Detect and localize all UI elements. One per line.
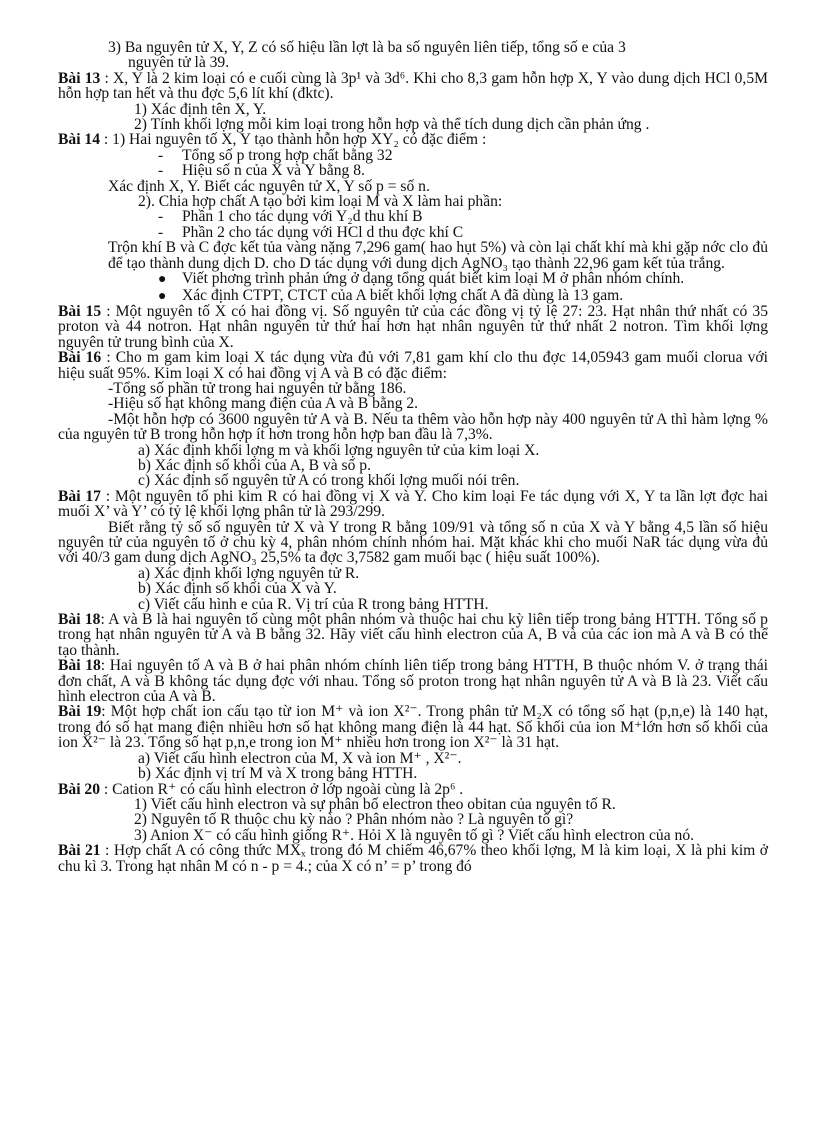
b16-item-b: b) Xác định số khối của A, B và số p. [138, 456, 372, 474]
b19-statement: Bài 19: Một hợp chất ion cấu tạo từ ion M⁺ và ion X²⁻. Trong phân tử M₂X có tổng số hạt (p,n,e) là 140 hạt, trong đó số hạt mang điện nhiều hơn số hạt không mang điện là 44 hạt. Số khối của ion M⁺lớn hơn số khối của ion X²⁻ là 23. Tổng số hạt p,n,e trong ion M⁺ nhiều hơn trong ion X²⁻ là 31 hạt. [58, 703, 769, 752]
b17-item-a: a) Xác định khối lợng nguyên tử R. [138, 564, 360, 582]
bullet-icon: ● [158, 272, 167, 288]
bullet-icon: ● [158, 288, 167, 304]
b14-title: Bài 14 [58, 131, 101, 149]
b18a-title: Bài 18 [58, 611, 101, 629]
b13-title: Bài 13 [58, 69, 101, 87]
b20-title: Bài 20 [58, 780, 101, 798]
b14-bullet-1: ● Viết phơng trình phản ứng ở dạng tổng quát biết kim loại M ở phân nhóm chính. [158, 270, 685, 288]
b12-item-3: 3) Ba nguyên tử X, Y, Z có số hiệu lần lợt là ba số nguyên liên tiếp, tổng số e của 3 nguyên tử là 39. [108, 39, 626, 72]
b17-paragraph: Biết rằng tỷ số số nguyên tử X và Y trong R bằng 109/91 và tổng số n của X và Y bằng 4,5 lần số hiệu nguyên tử của nguyên tố ở chu kỳ 4, phân nhóm chính nhóm hai. Mặt khác khi cho muối NaR tác dụng vừa đủ với 40/3 gam dung dịch AgNO₃ 25,5% ta đợc 3,7582 gam muối bạc ( hiệu suất 100%). [58, 518, 768, 567]
b19-title: Bài 19 [58, 703, 102, 721]
b18b-title: Bài 18 [58, 657, 101, 675]
b16-statement: Bài 16 : Cho m gam kim loại X tác dụng vừa đủ với 7,81 gam khí clo thu đợc 14,05943 gam muối clorua với hiệu suất 95%. Kim loại X có hai đồng vị A và B có đặc điểm: [58, 349, 768, 382]
b20-item-1: 1) Viết cấu hình electron và sự phân bố electron theo obitan của nguyên tố R. [134, 795, 616, 813]
b18a-statement: Bài 18: A và B là hai nguyên tố cùng một phân nhóm và thuộc hai chu kỳ liên tiếp trong bảng HTTH. Tổng số p trong hạt nhân nguyên tử A và B bằng 32. Hãy viết cấu hình electron của A, B và của các ion mà A và B có thể tạo thành. [58, 611, 768, 659]
b17-title: Bài 17 [58, 487, 101, 505]
b20-statement: Bài 20 : Cation R⁺ có cấu hình electron ở lớp ngoài cùng là 2p⁶ . [58, 780, 464, 798]
b14-dash-3: - Phần 1 cho tác dụng với Y₂d thu khí B [158, 208, 423, 226]
b14-paragraph: Trộn khí B và C đợc kết tủa vàng nặng 7,296 gam( hao hụt 5%) và còn lại chất khí mà khi gặp nớc clo đủ để tạo thành dung dịch D. cho D tác dụng với dung dịch AgNO₃ tạo thành 22,96 gam kết tủa trắng. [108, 239, 768, 272]
b16-item-c: c) Xác định số nguyên tử A có trong khối lợng muối nói trên. [138, 472, 520, 490]
b19-item-a: a) Viết cấu hình electron của M, X và ion M⁺ , X²⁻. [138, 749, 462, 767]
b14-determine: Xác định X, Y. Biết các nguyên tử X, Y số p = số n. [108, 177, 430, 195]
b21-title: Bài 21 [58, 842, 101, 860]
b13-item-1: 1) Xác định tên X, Y. [134, 100, 267, 118]
b16-item-a: a) Xác định khối lợng m và khối lợng nguyên tử của kim loại X. [138, 441, 540, 459]
b13-item-2: 2) Tính khối lợng mỗi kim loại trong hỗn hợp và thể tích dung dịch cần phản ứng . [134, 116, 650, 134]
b17-statement: Bài 17 : Một nguyên tố phi kim R có hai đồng vị X và Y. Cho kim loại Fe tác dụng với X, Y ta lần lợt đợc hai muối X’ và Y’ có tỷ lệ khối lợng phân tử là 293/299. [58, 487, 768, 521]
b19-item-b: b) Xác định vị trí M và X trong bảng HTTH. [138, 765, 418, 783]
b14-dash-2: - Hiệu số n của X và Y bằng 8. [158, 162, 365, 180]
b14-bullet-2: ● Xác định CTPT, CTCT của A biết khối lợng chất A đã dùng là 13 gam. [158, 286, 624, 304]
b16-line-3: -Một hỗn hợp có 3600 nguyên tử A và B. Nếu ta thêm vào hỗn hợp này 400 nguyên tử A thì hàm lợng % của nguyên tử B trong hỗn hợp ít hơn trong hỗn hợp ban đầu là 7,3%. [58, 410, 768, 444]
b21-statement: Bài 21 : Hợp chất A có công thức MXₓ trong đó M chiếm 46,67% theo khối lợng, M là kim loại, X là phi kim ở chu kì 3. Trong hạt nhân M có n - p = 4.; của X có n’ = p’ trong đó [58, 842, 768, 875]
b16-line-2: -Hiệu số hạt không mang điện của A và B bằng 2. [108, 395, 419, 413]
b17-item-b: b) Xác định số khối của X và Y. [138, 580, 337, 598]
b17-item-c: c) Viết cấu hình e của R. Vị trí của R trong bảng HTTH. [138, 595, 489, 613]
b20-item-2: 2) Nguyên tố R thuộc chu kỳ nào ? Phân nhóm nào ? Là nguyên tố gì? [134, 811, 574, 829]
b15-statement: Bài 15 : Một nguyên tố X có hai đồng vị. Số nguyên tử của các đồng vị tỷ lệ 27: 23. Hạt nhân thứ nhất có 35 proton và 44 notron. Hạt nhân nguyên tử thứ hai hơn hạt nhân nguyên tử thứ nhất 2 notron. Tìm khối lợng nguyên tử trung bình của X. [58, 302, 768, 351]
b18b-statement: Bài 18: Hai nguyên tố A và B ở hai phân nhóm chính liên tiếp trong bảng HTTH, B thuộc nhóm V. ở trạng thái đơn chất, A và B không tác dụng đợc với nhau. Tổng số proton trong hạt nhân nguyên tử A và B là 23. Viết cấu hình electron của A và B. [58, 657, 768, 706]
b14-dash-4: - Phần 2 cho tác dụng với HCl d thu đợc khí C [158, 223, 464, 241]
b15-title: Bài 15 [58, 302, 102, 320]
b14-item-2: 2). Chia hợp chất A tạo bởi kim loại M và X làm hai phần: [138, 193, 503, 211]
b13-statement: Bài 13 : X, Y là 2 kim loại có e cuối cùng là 3p¹ và 3d⁶. Khi cho 8,3 gam hỗn hợp X, Y vào dung dịch HCl 0,5M hỗn hợp tan hết và thu đợc 5,6 lít khí (đktc). [58, 69, 768, 103]
b14-statement: Bài 14 : 1) Hai nguyên tố X, Y tạo thành hỗn hợp XY₂ có đặc điểm : [58, 131, 487, 149]
b20-item-3: 3) Anion X⁻ có cấu hình giống R⁺. Hỏi X là nguyên tố gì ? Viết cấu hình electron của nó. [134, 826, 695, 844]
b16-line-1: -Tổng số phần tử trong hai nguyên tử bằng 186. [108, 379, 407, 397]
b14-dash-1: - Tổng số p trong hợp chất bằng 32 [158, 146, 393, 164]
b16-title: Bài 16 [58, 349, 102, 367]
